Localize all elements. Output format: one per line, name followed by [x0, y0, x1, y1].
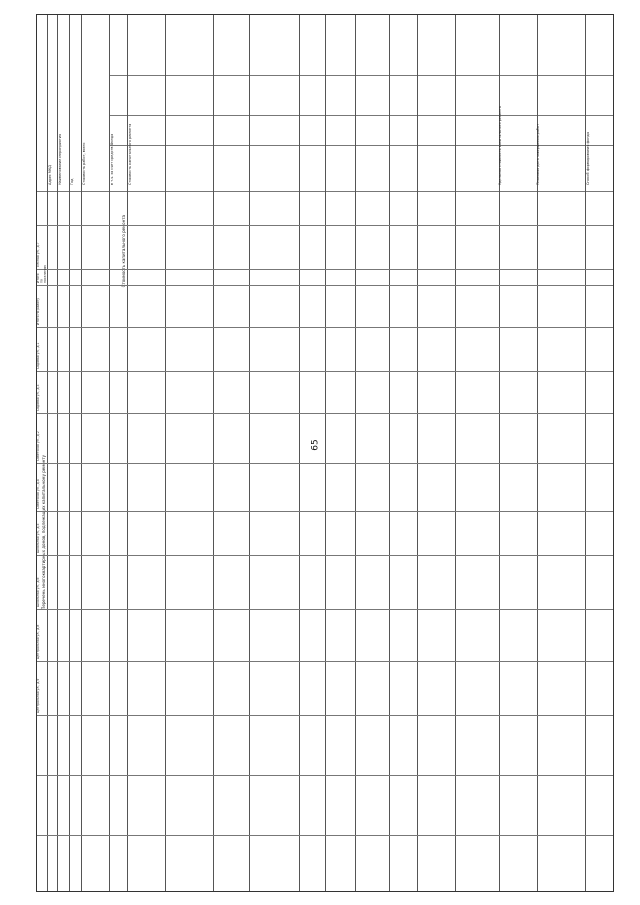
rotated-table — [36, 14, 614, 892]
row-label: Центральная ул., д.9 — [36, 678, 40, 713]
page-number: 65 — [310, 439, 321, 451]
col-header-year: Год — [70, 178, 74, 185]
table-sub-title: Стоимость капитального ремонта — [121, 215, 126, 288]
row-label: Лесная ул., д.7 — [36, 242, 40, 267]
col-header-fund-share: в т.ч. за счет средств Фонда — [110, 133, 114, 185]
row-label: Советская ул., д.4 — [36, 479, 40, 509]
row-label: Садовая ул., д.3 — [36, 384, 40, 411]
row-label: Итого по району — [36, 297, 40, 325]
col-header-address: Адрес МКД — [48, 165, 52, 185]
table-group-title: Перечень многоквартирных домов, подлежащих капитальному ремонту — [41, 455, 46, 610]
col-header-cost-total: Стоимость работ, всего — [82, 142, 86, 185]
row-label: Садовая ул., д.1 — [36, 342, 40, 369]
row-label: Советская ул., д.2 — [36, 431, 40, 461]
col-header-plan-date: Плановая дата завершения работ — [536, 123, 540, 185]
col-header-fund-method: Способ формирования фонда — [586, 131, 590, 185]
row-label: Школьная ул., д.6 — [36, 577, 40, 607]
col-header-measure: Наименование мероприятия — [58, 133, 62, 185]
col-header-repair-cost: Стоимость капитального ремонта — [128, 123, 132, 185]
row-label: Итого по поселению — [36, 264, 47, 283]
row-label: Школьная ул., д.5 — [36, 523, 40, 553]
col-header-unit-cost: Удельная стоимость капитального ремонта — [498, 106, 502, 185]
row-label: Центральная ул., д.8 — [36, 624, 40, 659]
